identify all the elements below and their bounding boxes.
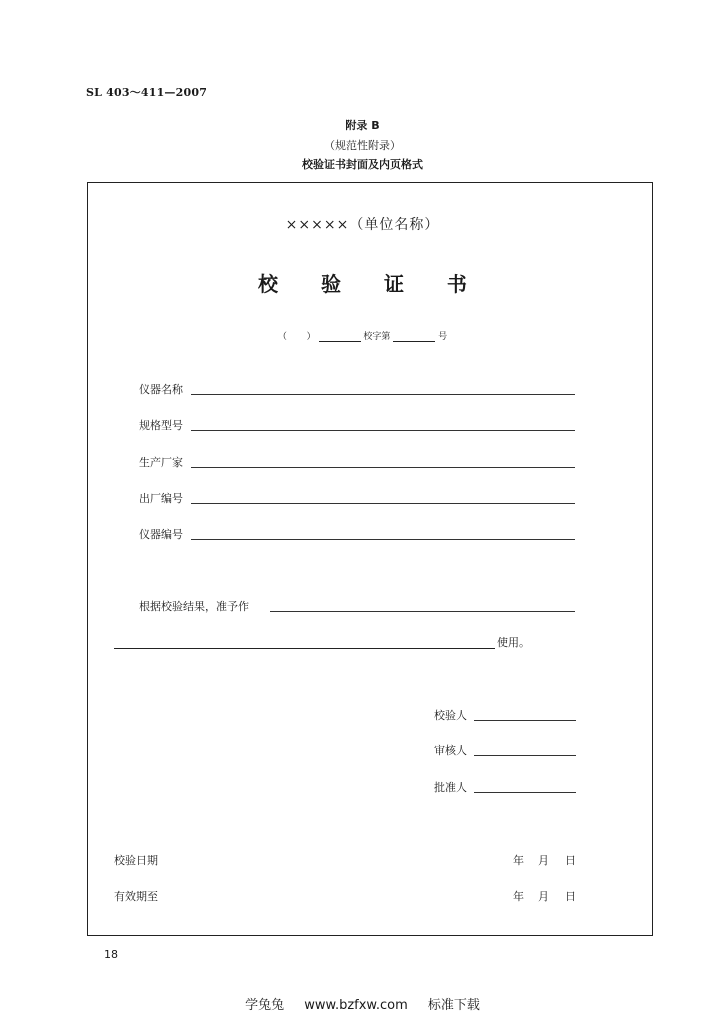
number-blank-1[interactable] bbox=[319, 331, 361, 342]
appendix-type: （规范性附录） bbox=[324, 139, 401, 152]
signature-inspector bbox=[434, 707, 576, 723]
field-manufacturer bbox=[139, 454, 575, 470]
number-blank-2[interactable] bbox=[393, 331, 435, 342]
field-label: 生产厂家 bbox=[139, 456, 183, 469]
certificate-title: 校 验 证 书 bbox=[258, 272, 485, 296]
certificate-number bbox=[0, 329, 725, 342]
field-instrument-name bbox=[139, 381, 575, 397]
field-input-line[interactable] bbox=[191, 467, 575, 468]
signature-label: 审核人 bbox=[434, 744, 467, 757]
footer-url[interactable]: www.bzfxw.com bbox=[304, 998, 408, 1013]
appendix-title: 附录 B bbox=[345, 119, 380, 132]
signature-line[interactable] bbox=[474, 792, 576, 793]
date-inspection-day: 日 bbox=[565, 854, 576, 867]
signature-line[interactable] bbox=[474, 720, 576, 721]
result-label: 根据校验结果，准予作 bbox=[139, 600, 249, 613]
field-input-line[interactable] bbox=[191, 503, 575, 504]
signature-reviewer bbox=[434, 742, 576, 758]
date-inspection-month: 月 bbox=[538, 854, 549, 867]
signature-approver bbox=[434, 779, 576, 795]
number-open-paren: （ bbox=[277, 332, 287, 342]
signature-line[interactable] bbox=[474, 755, 576, 756]
use-label: 使用。 bbox=[497, 636, 530, 649]
field-input-line[interactable] bbox=[191, 430, 575, 431]
field-input-line[interactable] bbox=[191, 539, 575, 540]
number-close-paren: ） bbox=[306, 332, 316, 342]
footer-watermark bbox=[0, 994, 725, 1013]
field-label: 仪器名称 bbox=[139, 383, 183, 396]
unit-name: ×××××（单位名称） bbox=[285, 217, 440, 233]
date-valid-label: 有效期至 bbox=[114, 890, 158, 903]
date-valid-month: 月 bbox=[538, 890, 549, 903]
field-label: 仪器编号 bbox=[139, 528, 183, 541]
use-input-line[interactable] bbox=[114, 648, 495, 649]
footer-tagline: 标准下载 bbox=[427, 998, 480, 1013]
number-middle: 校字第 bbox=[363, 332, 391, 342]
standard-code: SL 403～411—2007 bbox=[86, 86, 208, 99]
signature-label: 批准人 bbox=[434, 781, 467, 794]
number-suffix: 号 bbox=[438, 332, 448, 342]
signature-label: 校验人 bbox=[434, 709, 467, 722]
use-statement bbox=[114, 634, 534, 650]
appendix-name: 校验证书封面及内页格式 bbox=[302, 158, 423, 171]
result-input-line[interactable] bbox=[270, 611, 575, 612]
date-valid-year: 年 bbox=[513, 890, 524, 903]
field-serial-number bbox=[139, 490, 575, 506]
field-instrument-number bbox=[139, 526, 575, 542]
field-label: 规格型号 bbox=[139, 419, 183, 432]
footer-site-name: 学兔兔 bbox=[245, 998, 285, 1013]
page-number: 18 bbox=[104, 948, 118, 961]
field-model-spec bbox=[139, 417, 575, 433]
date-inspection-year: 年 bbox=[513, 854, 524, 867]
date-valid-day: 日 bbox=[565, 890, 576, 903]
field-label: 出厂编号 bbox=[139, 492, 183, 505]
date-inspection-label: 校验日期 bbox=[114, 854, 158, 867]
field-input-line[interactable] bbox=[191, 394, 575, 395]
result-statement bbox=[139, 598, 575, 614]
